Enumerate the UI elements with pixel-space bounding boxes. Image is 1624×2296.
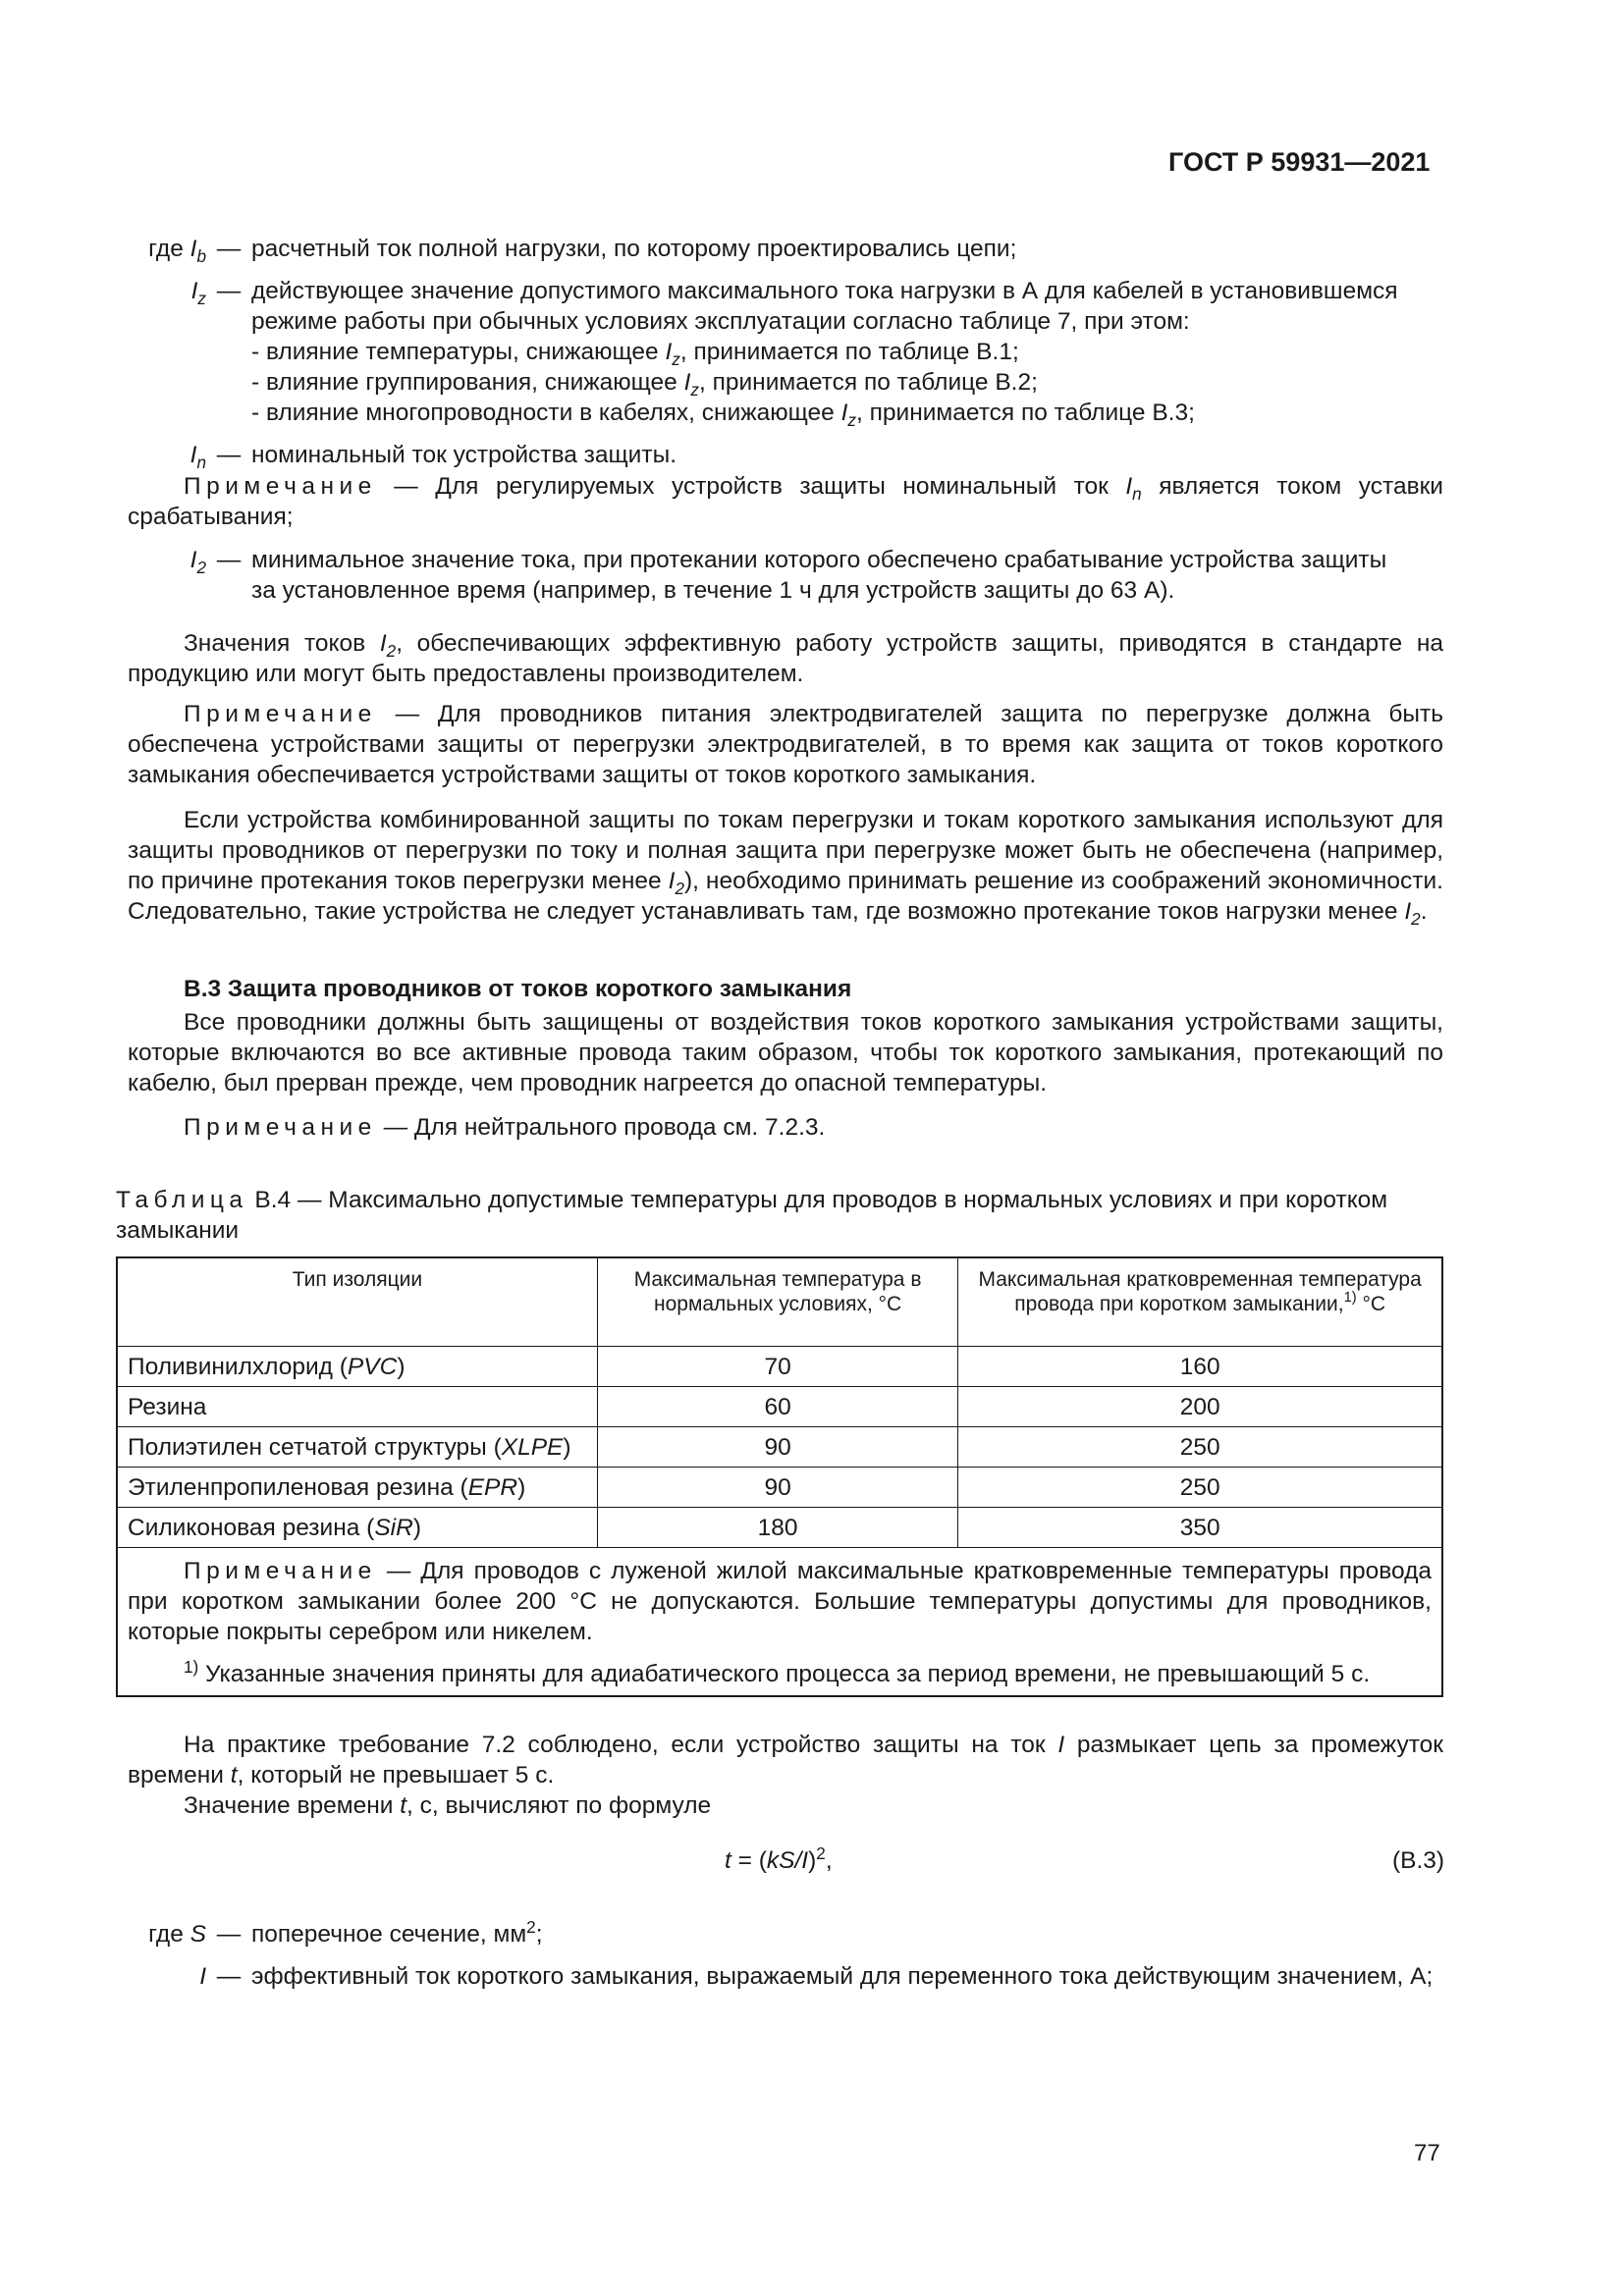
- short-temp-cell: 250: [958, 1468, 1442, 1508]
- table-row: [117, 1347, 1442, 1387]
- definition-i: I — эффективный ток короткого замыкания, выражаемый для переменного тока действующим значением, А;: [128, 1961, 1443, 1992]
- definition-s: где S — поперечное сечение, $мм^2$;: [128, 1919, 1443, 1949]
- note-adjustable-devices: Примечание — Для регулируемых устройств защиты номинальный ток $I_n$ является током уставки срабатывания;: [128, 473, 1443, 530]
- formula-number: (В.3): [1392, 1847, 1445, 1874]
- temperature-table: [116, 1256, 1443, 1697]
- definitions-list-formula: [128, 1919, 1443, 2003]
- table-row: [117, 1468, 1442, 1508]
- normal-temp-cell: 90: [597, 1468, 957, 1508]
- table-row: [117, 1508, 1442, 1548]
- dash: —: [216, 1921, 242, 1948]
- definition-text: минимальное значение тока, при протекании которого обеспечено срабатывание устройства защиты за установленное время (например, в течение 1 ч для устройств защиты до 63 А).: [251, 547, 1387, 604]
- short-temp-cell: 160: [958, 1347, 1442, 1387]
- header-short-circuit-temperature: Максимальная кратковременная температура провода при коротком замыкании,$^{1)}$ °С: [958, 1257, 1442, 1347]
- symbol: $I_2$: [189, 547, 206, 577]
- table-caption: Таблица В.4 — Максимально допустимые температуры для проводов в нормальных условиях и при коротком замыкании: [116, 1187, 1388, 1244]
- normal-temp-cell: 180: [597, 1508, 957, 1548]
- insulation-cell: Этиленпропиленовая резина (EPR): [117, 1468, 597, 1508]
- formula-b3: $t = (kS/I)^2$,: [725, 1843, 833, 1874]
- definition-ib: [128, 234, 1443, 264]
- insulation-cell: Полиэтилен сетчатой структуры (XLPE): [117, 1427, 597, 1468]
- paragraph-combined-protection: Если устройства комбинированной защиты по токам перегрузки и токам короткого замыкания используют для защиты проводников от перегрузки по току и полная защита при перегрузке может быть не обеспечена (например, по причине протекания токов перегрузки менее $I_2$), необходимо принимать решение из соображений экономичности. Следовательно, такие устройства не следует устанавливать там, где возможно протекание токов нагрузки менее $I_2$.: [128, 807, 1443, 929]
- short-temp-cell: 350: [958, 1508, 1442, 1548]
- normal-temp-cell: 60: [597, 1387, 957, 1427]
- definition-iz: [128, 276, 1443, 428]
- definition-text: номинальный ток устройства защиты.: [251, 442, 677, 468]
- paragraph-i2-values: Значения токов $I_2$, обеспечивающих эффективную работу устройств защиты, приводятся в стандарте на продукцию или могут быть предоставлены производителем.: [128, 630, 1443, 687]
- normal-temp-cell: 90: [597, 1427, 957, 1468]
- table-row: [117, 1387, 1442, 1427]
- insulation-cell: Силиконовая резина (SiR): [117, 1508, 597, 1548]
- list-item: - влияние группирования, снижающее $I_z$, принимается по таблице В.2;: [251, 369, 1038, 400]
- list-item: - влияние многопроводности в кабелях, снижающее $I_z$, принимается по таблице В.3;: [251, 400, 1195, 430]
- dash: —: [216, 236, 242, 262]
- dash: —: [216, 278, 242, 304]
- section-heading: В.3 Защита проводников от токов короткого замыкания: [184, 976, 852, 1002]
- paragraph-short-circuit-protection: Все проводники должны быть защищены от воздействия токов короткого замыкания устройствами защиты, которые включаются во все активные провода таким образом, чтобы ток короткого замыкания, протекающий по кабелю, был прерван прежде, чем проводник нагреется до опасной температуры.: [128, 1009, 1443, 1096]
- definitions-list: [128, 234, 1443, 482]
- document-header: ГОСТ Р 59931—2021: [1168, 147, 1431, 177]
- definition-text: эффективный ток короткого замыкания, выражаемый для переменного тока действующим значением, А;: [251, 1963, 1434, 1990]
- insulation-cell: Резина: [117, 1387, 597, 1427]
- definition-text: действующее значение допустимого максимального тока нагрузки в А для кабелей в установившемся режиме работы при обычных условиях эксплуатации согласно таблице 7, при этом: - влияние температуры, снижающее $I_z$, принимается по таблице В.1; - влияние группирования, снижающее $I_z$, принимается по таблице В.2; - влияние многопроводности в кабелях, снижающее $I_z$, принимается по таблице В.3;: [251, 276, 1443, 428]
- table-row: [117, 1427, 1442, 1468]
- short-temp-cell: 250: [958, 1427, 1442, 1468]
- definition-text: расчетный ток полной нагрузки, по которому проектировались цепи;: [251, 236, 1017, 262]
- where-word: где: [148, 236, 184, 262]
- list-item: - влияние температуры, снижающее $I_z$, принимается по таблице В.1;: [251, 339, 1019, 369]
- definition-text: поперечное сечение, $мм^2$;: [251, 1917, 543, 1948]
- dash: —: [216, 442, 242, 468]
- definition-i2: [128, 545, 1443, 617]
- note-motor-conductors: Примечание — Для проводников питания электродвигателей защита по перегрузке должна быть обеспечена устройствами защиты от перегрузки электродвигателей, в то время как защита от токов короткого замыкания обеспечивается устройствами защиты от токов короткого замыкания.: [128, 701, 1443, 788]
- page-number: 77: [1414, 2140, 1440, 2166]
- symbol: $I_b$: [189, 236, 206, 266]
- header-normal-temperature: Максимальная температура в нормальных условиях, °С: [597, 1257, 957, 1347]
- table-note-row: [117, 1548, 1442, 1697]
- dash: —: [216, 547, 242, 573]
- after-table-text: На практике требование 7.2 соблюдено, если устройство защиты на ток I размыкает цепь за промежуток времени t, который не превышает 5 с. Значение времени t, с, вычисляют по формуле: [128, 1732, 1444, 1819]
- table-footnote: $^{1)}$ Указанные значения приняты для адиабатического процесса за период времени, не превышающий 5 с.: [184, 1657, 1371, 1687]
- symbol: $I_n$: [189, 442, 206, 472]
- symbol: $I_z$: [190, 278, 206, 308]
- header-insulation-type: Тип изоляции: [117, 1257, 597, 1347]
- normal-temp-cell: 70: [597, 1347, 957, 1387]
- dash: —: [216, 1963, 242, 1990]
- table-header-row: [117, 1257, 1442, 1347]
- definition-in: [128, 440, 1443, 470]
- table-note: Примечание — Для проводов с луженой жилой максимальные кратковременные температуры провода при коротком замыкании более 200 °С не допускаются. Большие температуры допустимы для проводников, которые покрыты серебром или никелем. $^{1)}$ Указанные значения приняты для адиабатического процесса за период времени, не превышающий 5 с.: [117, 1548, 1442, 1697]
- insulation-cell: Поливинилхлорид (PVC): [117, 1347, 597, 1387]
- short-temp-cell: 200: [958, 1387, 1442, 1427]
- note-neutral-conductor: Примечание — Для нейтрального провода см. 7.2.3.: [184, 1114, 826, 1141]
